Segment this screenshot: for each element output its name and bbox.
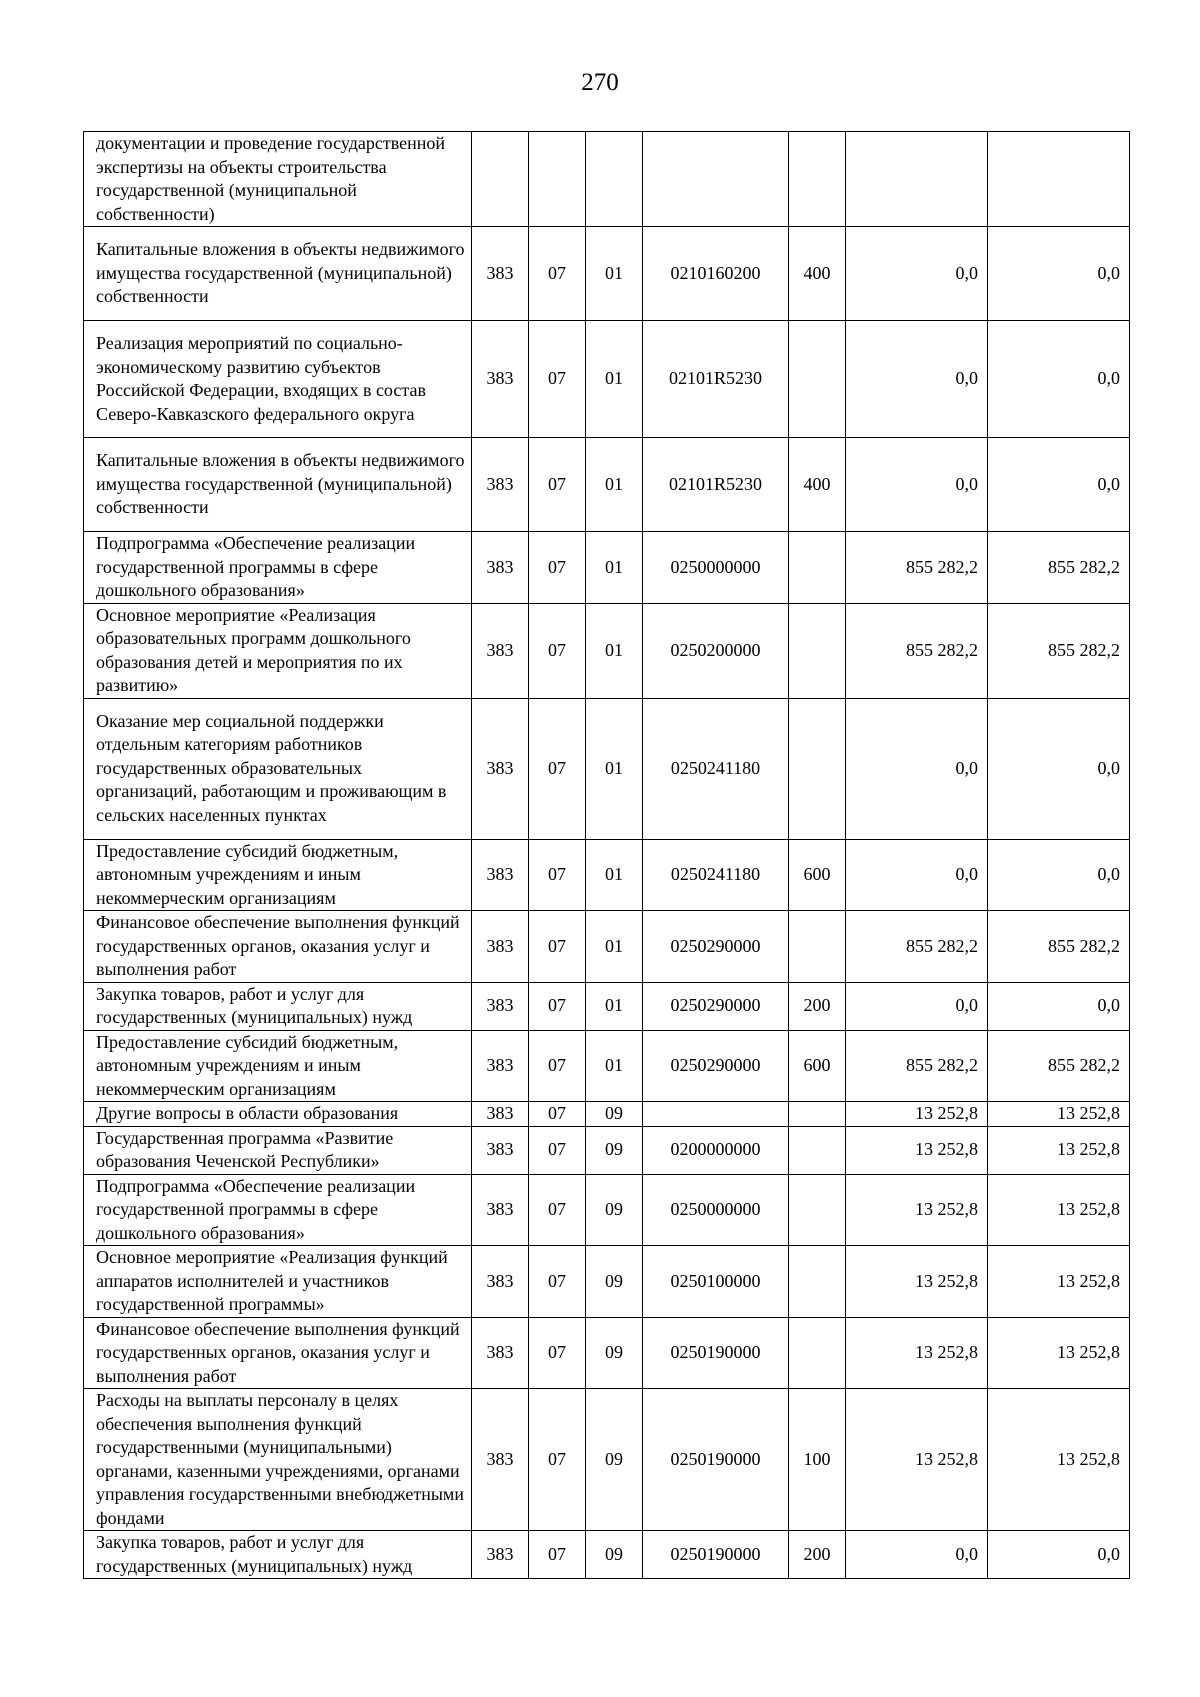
row-name-cell: Финансовое обеспечение выполнения функций государственных органов, оказания услуг и выполнения работ	[84, 1317, 472, 1389]
amount-year2-cell: 0,0	[988, 227, 1130, 321]
row-name-cell: документации и проведение государственной экспертизы на объекты строительства государственной (муниципальной собственности)	[84, 132, 472, 227]
section-code-cell: 07	[529, 603, 586, 698]
expense-type-cell: 400	[789, 438, 846, 532]
amount-year1-cell: 13 252,8	[846, 1102, 988, 1127]
ministry-code-cell: 383	[472, 1317, 529, 1389]
table-row	[84, 438, 1130, 532]
row-name-cell: Предоставление субсидий бюджетным, автономным учреждениям и иным некоммерческим организациям	[84, 1030, 472, 1102]
amount-year2-cell: 0,0	[988, 438, 1130, 532]
section-code-cell	[529, 132, 586, 227]
section-code-cell: 07	[529, 321, 586, 438]
budget-table	[83, 131, 1130, 1579]
ministry-code-cell: 383	[472, 1389, 529, 1531]
section-code-cell: 07	[529, 839, 586, 911]
expense-type-cell: 600	[789, 1030, 846, 1102]
amount-year2-cell: 855 282,2	[988, 603, 1130, 698]
table-row	[84, 1246, 1130, 1318]
amount-year2-cell: 13 252,8	[988, 1174, 1130, 1246]
page-number: 270	[581, 69, 619, 96]
amount-year1-cell: 0,0	[846, 982, 988, 1030]
amount-year1-cell: 0,0	[846, 698, 988, 839]
amount-year1-cell: 13 252,8	[846, 1317, 988, 1389]
subsection-code-cell: 09	[586, 1389, 643, 1531]
expense-type-cell: 200	[789, 1531, 846, 1579]
amount-year1-cell: 855 282,2	[846, 1030, 988, 1102]
ministry-code-cell: 383	[472, 982, 529, 1030]
table-row	[84, 698, 1130, 839]
table-row	[84, 1030, 1130, 1102]
amount-year2-cell: 13 252,8	[988, 1317, 1130, 1389]
target-article-cell: 0250290000	[643, 1030, 789, 1102]
expense-type-cell	[789, 1246, 846, 1318]
row-name-cell: Закупка товаров, работ и услуг для государственных (муниципальных) нужд	[84, 1531, 472, 1579]
ministry-code-cell: 383	[472, 438, 529, 532]
section-code-cell: 07	[529, 1102, 586, 1127]
row-name-cell: Капитальные вложения в объекты недвижимого имущества государственной (муниципальной) собственности	[84, 227, 472, 321]
amount-year1-cell: 855 282,2	[846, 603, 988, 698]
amount-year1-cell: 0,0	[846, 839, 988, 911]
target-article-cell: 0250200000	[643, 603, 789, 698]
subsection-code-cell	[586, 132, 643, 227]
subsection-code-cell: 09	[586, 1102, 643, 1127]
subsection-code-cell: 01	[586, 321, 643, 438]
amount-year2-cell: 13 252,8	[988, 1246, 1130, 1318]
row-name-cell: Основное мероприятие «Реализация образовательных программ дошкольного образования детей и мероприятия по их развитию»	[84, 603, 472, 698]
amount-year2-cell: 0,0	[988, 839, 1130, 911]
table-row	[84, 1389, 1130, 1531]
section-code-cell: 07	[529, 698, 586, 839]
amount-year2-cell: 855 282,2	[988, 911, 1130, 983]
section-code-cell: 07	[529, 1531, 586, 1579]
row-name-cell: Закупка товаров, работ и услуг для государственных (муниципальных) нужд	[84, 982, 472, 1030]
amount-year1-cell: 13 252,8	[846, 1389, 988, 1531]
row-name-cell: Предоставление субсидий бюджетным, автономным учреждениям и иным некоммерческим организациям	[84, 839, 472, 911]
amount-year1-cell: 13 252,8	[846, 1126, 988, 1174]
ministry-code-cell	[472, 132, 529, 227]
ministry-code-cell: 383	[472, 532, 529, 604]
ministry-code-cell: 383	[472, 1531, 529, 1579]
amount-year1-cell: 0,0	[846, 227, 988, 321]
table-row	[84, 321, 1130, 438]
subsection-code-cell: 09	[586, 1174, 643, 1246]
amount-year1-cell: 0,0	[846, 438, 988, 532]
section-code-cell: 07	[529, 532, 586, 604]
row-name-cell: Оказание мер социальной поддержки отдельным категориям работников государственных образовательных организаций, работающим и проживающим в сельских населенных пунктах	[84, 698, 472, 839]
ministry-code-cell: 383	[472, 1174, 529, 1246]
section-code-cell: 07	[529, 438, 586, 532]
amount-year2-cell: 855 282,2	[988, 532, 1130, 604]
row-name-cell: Государственная программа «Развитие образования Чеченской Республики»	[84, 1126, 472, 1174]
ministry-code-cell: 383	[472, 698, 529, 839]
subsection-code-cell: 09	[586, 1126, 643, 1174]
table-row	[84, 1317, 1130, 1389]
expense-type-cell	[789, 132, 846, 227]
target-article-cell: 02101R5230	[643, 438, 789, 532]
target-article-cell: 0200000000	[643, 1126, 789, 1174]
expense-type-cell: 200	[789, 982, 846, 1030]
amount-year2-cell: 0,0	[988, 698, 1130, 839]
target-article-cell: 0250000000	[643, 532, 789, 604]
table-row	[84, 839, 1130, 911]
expense-type-cell	[789, 1126, 846, 1174]
section-code-cell: 07	[529, 1126, 586, 1174]
subsection-code-cell: 01	[586, 698, 643, 839]
ministry-code-cell: 383	[472, 1030, 529, 1102]
row-name-cell: Подпрограмма «Обеспечение реализации государственной программы в сфере дошкольного образования»	[84, 1174, 472, 1246]
ministry-code-cell: 383	[472, 227, 529, 321]
ministry-code-cell: 383	[472, 839, 529, 911]
table-row	[84, 1126, 1130, 1174]
section-code-cell: 07	[529, 227, 586, 321]
amount-year2-cell: 13 252,8	[988, 1102, 1130, 1127]
expense-type-cell	[789, 1102, 846, 1127]
expense-type-cell	[789, 1317, 846, 1389]
row-name-cell: Капитальные вложения в объекты недвижимого имущества государственной (муниципальной) собственности	[84, 438, 472, 532]
amount-year1-cell: 855 282,2	[846, 911, 988, 983]
expense-type-cell: 100	[789, 1389, 846, 1531]
target-article-cell	[643, 1102, 789, 1127]
amount-year2-cell: 0,0	[988, 1531, 1130, 1579]
target-article-cell: 0210160200	[643, 227, 789, 321]
target-article-cell: 0250241180	[643, 839, 789, 911]
table-row	[84, 911, 1130, 983]
table-row	[84, 1174, 1130, 1246]
ministry-code-cell: 383	[472, 1126, 529, 1174]
ministry-code-cell: 383	[472, 1246, 529, 1318]
expense-type-cell: 400	[789, 227, 846, 321]
amount-year1-cell	[846, 132, 988, 227]
expense-type-cell	[789, 321, 846, 438]
table-row	[84, 227, 1130, 321]
table-row	[84, 982, 1130, 1030]
table-row	[84, 1102, 1130, 1127]
amount-year2-cell: 13 252,8	[988, 1389, 1130, 1531]
subsection-code-cell: 01	[586, 438, 643, 532]
amount-year2-cell: 0,0	[988, 321, 1130, 438]
expense-type-cell	[789, 911, 846, 983]
expense-type-cell	[789, 698, 846, 839]
target-article-cell: 0250190000	[643, 1531, 789, 1579]
target-article-cell: 0250290000	[643, 911, 789, 983]
expense-type-cell: 600	[789, 839, 846, 911]
amount-year2-cell	[988, 132, 1130, 227]
table-row	[84, 603, 1130, 698]
section-code-cell: 07	[529, 1317, 586, 1389]
subsection-code-cell: 09	[586, 1246, 643, 1318]
target-article-cell: 0250000000	[643, 1174, 789, 1246]
table-row	[84, 532, 1130, 604]
subsection-code-cell: 09	[586, 1317, 643, 1389]
amount-year1-cell: 13 252,8	[846, 1246, 988, 1318]
amount-year2-cell: 13 252,8	[988, 1126, 1130, 1174]
ministry-code-cell: 383	[472, 603, 529, 698]
subsection-code-cell: 01	[586, 227, 643, 321]
row-name-cell: Расходы на выплаты персоналу в целях обеспечения выполнения функций государственными (муниципальными) органами, казенными учреждениями, органами управления государственными внебюджетными фондами	[84, 1389, 472, 1531]
subsection-code-cell: 01	[586, 532, 643, 604]
section-code-cell: 07	[529, 1246, 586, 1318]
ministry-code-cell: 383	[472, 321, 529, 438]
expense-type-cell	[789, 532, 846, 604]
target-article-cell: 02101R5230	[643, 321, 789, 438]
row-name-cell: Подпрограмма «Обеспечение реализации государственной программы в сфере дошкольного образования»	[84, 532, 472, 604]
expense-type-cell	[789, 1174, 846, 1246]
target-article-cell: 0250100000	[643, 1246, 789, 1318]
subsection-code-cell: 01	[586, 982, 643, 1030]
section-code-cell: 07	[529, 1030, 586, 1102]
amount-year1-cell: 855 282,2	[846, 532, 988, 604]
target-article-cell	[643, 132, 789, 227]
row-name-cell: Реализация мероприятий по социально-экономическому развитию субъектов Российской Федерации, входящих в состав Северо-Кавказского федерального округа	[84, 321, 472, 438]
row-name-cell: Основное мероприятие «Реализация функций аппаратов исполнителей и участников государственной программы»	[84, 1246, 472, 1318]
target-article-cell: 0250190000	[643, 1317, 789, 1389]
target-article-cell: 0250190000	[643, 1389, 789, 1531]
table-body	[84, 132, 1130, 1579]
section-code-cell: 07	[529, 982, 586, 1030]
subsection-code-cell: 01	[586, 839, 643, 911]
ministry-code-cell: 383	[472, 1102, 529, 1127]
table-row	[84, 1531, 1130, 1579]
table-row	[84, 132, 1130, 227]
section-code-cell: 07	[529, 1389, 586, 1531]
amount-year1-cell: 0,0	[846, 1531, 988, 1579]
subsection-code-cell: 01	[586, 1030, 643, 1102]
amount-year1-cell: 13 252,8	[846, 1174, 988, 1246]
amount-year2-cell: 855 282,2	[988, 1030, 1130, 1102]
amount-year2-cell: 0,0	[988, 982, 1130, 1030]
subsection-code-cell: 01	[586, 911, 643, 983]
subsection-code-cell: 09	[586, 1531, 643, 1579]
row-name-cell: Финансовое обеспечение выполнения функций государственных органов, оказания услуг и выполнения работ	[84, 911, 472, 983]
section-code-cell: 07	[529, 911, 586, 983]
row-name-cell: Другие вопросы в области образования	[84, 1102, 472, 1127]
amount-year1-cell: 0,0	[846, 321, 988, 438]
ministry-code-cell: 383	[472, 911, 529, 983]
subsection-code-cell: 01	[586, 603, 643, 698]
expense-type-cell	[789, 603, 846, 698]
target-article-cell: 0250290000	[643, 982, 789, 1030]
target-article-cell: 0250241180	[643, 698, 789, 839]
section-code-cell: 07	[529, 1174, 586, 1246]
